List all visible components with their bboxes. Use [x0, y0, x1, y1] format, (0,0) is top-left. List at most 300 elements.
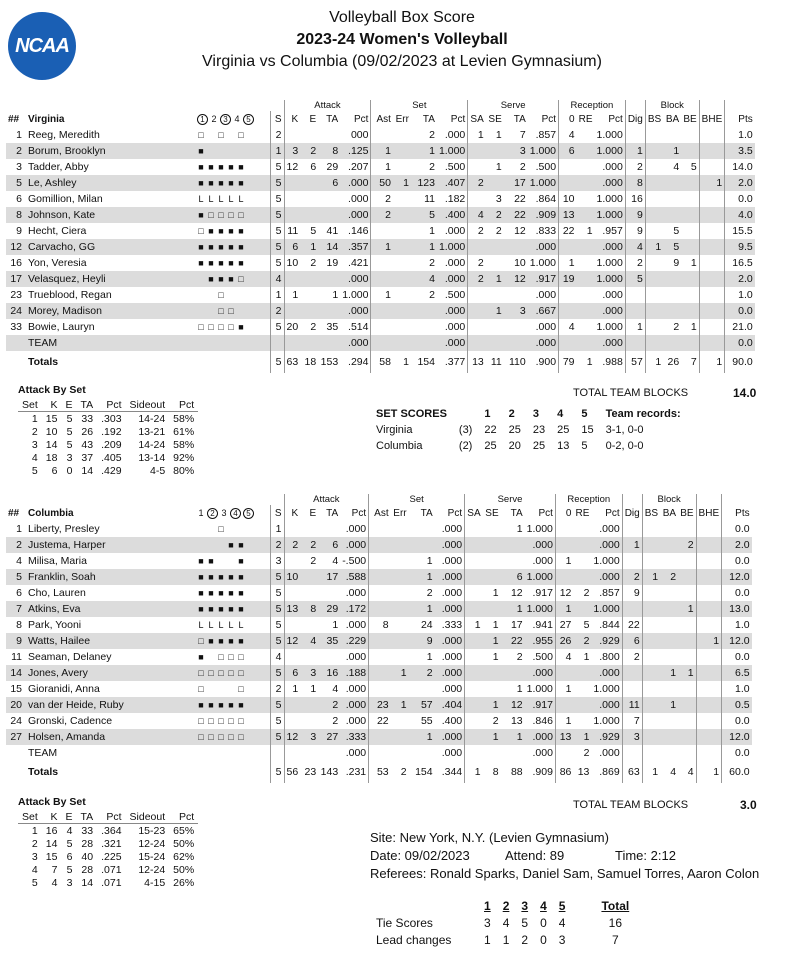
tie-value: 1	[502, 932, 510, 947]
tie-scores-row	[370, 914, 635, 931]
set-score: 13	[557, 440, 570, 452]
stat-cell	[411, 319, 437, 335]
stat-cell	[483, 521, 501, 537]
stat-cell: 1	[663, 143, 681, 159]
stat-cell	[465, 553, 483, 569]
player-name: Milisa, Maria	[28, 555, 87, 567]
stat-cell	[391, 617, 409, 633]
stat-cell: 2.0	[725, 175, 755, 191]
stat-cell: .000	[525, 665, 556, 681]
stat-cell	[559, 175, 577, 191]
player-name: Gronski, Cadence	[28, 715, 113, 727]
stat-cell: 1.0	[722, 617, 752, 633]
set-played-marker: ■	[228, 162, 234, 172]
set-played-marker: ■	[208, 226, 214, 236]
stat-cell	[663, 271, 681, 287]
stat-cell: 24	[420, 619, 433, 631]
stat-cell: 9	[625, 223, 645, 239]
stat-cell	[699, 271, 725, 287]
stat-cell	[284, 745, 300, 761]
stat-cell: .333	[340, 729, 368, 745]
stat-cell	[696, 553, 722, 569]
set-played-marker: ■	[198, 146, 204, 156]
set-played-marker: ■	[228, 274, 234, 284]
set-number: 1	[198, 507, 204, 518]
stat-cell	[483, 665, 501, 681]
total-cell: .988	[602, 356, 623, 368]
stat-cell	[371, 319, 393, 335]
totals-row	[6, 761, 752, 783]
attack-by-set-col: Set	[18, 810, 42, 824]
stat-cell: 2	[429, 161, 435, 173]
sets-played	[194, 697, 270, 713]
player-name: TEAM	[28, 747, 58, 759]
set-played-marker: □	[228, 322, 234, 332]
set-played-marker: □	[198, 716, 204, 726]
set-played-marker: ■	[208, 178, 214, 188]
player-name: Gioranidi, Anna	[28, 683, 100, 695]
stat-cell	[681, 287, 699, 303]
stat-cell: .957	[602, 225, 623, 237]
stat-cell	[660, 617, 678, 633]
stat-cell	[622, 601, 642, 617]
stat-cell: 1	[678, 665, 696, 681]
tie-value: 0	[540, 932, 547, 947]
columbia-attack-by-set-title: Attack By Set	[18, 796, 86, 808]
player-row	[6, 713, 752, 729]
attack-by-set-cell: .405	[101, 451, 122, 464]
attack-by-set-cell: 33	[81, 824, 94, 837]
set-played-marker: ■	[238, 162, 244, 172]
stat-cell: 1	[284, 287, 300, 303]
total-cell: 153	[320, 356, 339, 368]
set-played-marker: ■	[238, 540, 244, 550]
stat-cell: 3	[300, 729, 318, 745]
stat-cell: .333	[441, 619, 463, 631]
sets-won: (3)	[458, 424, 473, 436]
stat-cell	[409, 537, 435, 553]
stat-cell	[577, 239, 595, 255]
stat-cell: 2	[625, 159, 645, 175]
tie-value: 5	[521, 915, 529, 930]
stat-cell: 1.000	[528, 175, 559, 191]
attack-by-set-cell: 26%	[173, 876, 195, 889]
stat-cell: .864	[535, 193, 557, 205]
stat-cell: .000	[602, 289, 623, 301]
set-played-marker: □	[218, 716, 224, 726]
total-cell: 26	[667, 356, 680, 368]
set-played-marker: ■	[198, 556, 204, 566]
jersey-number: 7	[6, 601, 26, 617]
column-header: SA	[468, 111, 486, 127]
set-played-marker: L	[228, 194, 234, 204]
stat-cell: .000	[602, 161, 623, 173]
stat-cell	[699, 127, 725, 143]
attack-by-set-cell: 15	[45, 412, 58, 425]
stat-cell	[468, 303, 486, 319]
tie-set-header: 2	[502, 898, 510, 913]
stat-cell: 1	[270, 143, 284, 159]
stat-cell	[318, 335, 340, 351]
stat-cell: 19	[559, 271, 577, 287]
stat-cell	[660, 521, 678, 537]
stat-cell: 4	[411, 271, 437, 287]
set-played-marker: □	[238, 210, 244, 220]
set-header: 3	[532, 408, 539, 420]
lead-changes-row	[370, 931, 635, 948]
stat-cell: 1.000	[595, 207, 626, 223]
player-name: van der Heide, Ruby	[26, 697, 194, 713]
stat-cell	[504, 319, 528, 335]
stat-cell: 12	[510, 587, 523, 599]
stat-cell: 2	[468, 223, 486, 239]
stat-cell: .000	[345, 651, 367, 663]
set-played-marker: □	[228, 210, 234, 220]
set-number: 4	[230, 508, 241, 519]
set-played-marker: □	[228, 668, 234, 678]
stat-cell: 5	[270, 665, 284, 681]
stat-cell: .000	[532, 555, 553, 567]
stat-cell: 1	[583, 651, 590, 663]
column-header: S	[270, 505, 284, 521]
stat-cell: 5	[625, 271, 645, 287]
stat-cell	[369, 569, 391, 585]
stat-cell: 1	[300, 239, 318, 255]
set-played-marker: ■	[208, 572, 214, 582]
player-name: Cho, Lauren	[28, 587, 86, 599]
set-played-marker: L	[228, 620, 234, 630]
total-cell: .909	[532, 766, 553, 778]
stat-cell: .000	[441, 523, 463, 535]
stat-cell	[393, 303, 411, 319]
attack-by-set-cell: 26	[81, 425, 94, 438]
attack-by-set-cell: 5	[31, 464, 38, 477]
attack-by-set-cell: 14-24	[138, 412, 166, 425]
attack-by-set-cell: 5	[66, 863, 73, 876]
stat-cell: 27	[318, 729, 340, 745]
player-row	[6, 319, 755, 335]
attack-by-set-cell: 14	[81, 464, 94, 477]
stat-cell	[681, 127, 699, 143]
column-header: Pts	[722, 505, 752, 521]
stat-cell: .000	[525, 729, 556, 745]
attack-by-set-cell: 61%	[173, 425, 195, 438]
set-played-marker: ■	[218, 572, 224, 582]
stat-cell	[645, 175, 663, 191]
column-header: TA	[513, 113, 526, 125]
stat-cell: 8	[318, 143, 340, 159]
stat-cell	[663, 303, 681, 319]
season-title: 2023-24 Women's Volleyball	[296, 31, 508, 48]
attack-by-set-cell: 65%	[173, 824, 195, 837]
group-header-block: Block	[642, 494, 696, 505]
stat-cell: 29	[318, 601, 340, 617]
stat-cell: 2	[310, 257, 317, 269]
stat-cell	[622, 553, 642, 569]
stat-cell: 4	[559, 319, 577, 335]
attack-by-set-col: Pct	[169, 810, 198, 824]
stat-cell: 123	[411, 175, 437, 191]
set-played-marker: ■	[228, 604, 234, 614]
stat-cell: 7	[519, 129, 526, 141]
sets-played	[194, 665, 270, 681]
stat-cell: 1	[555, 713, 573, 729]
set-score: 5	[581, 440, 588, 452]
tie-total: 16	[608, 915, 622, 930]
stat-cell	[555, 569, 573, 585]
total-cell: 63	[284, 351, 300, 373]
stat-cell	[577, 271, 595, 287]
player-row	[6, 745, 752, 761]
stat-cell: 1	[391, 697, 409, 713]
stat-cell	[300, 745, 318, 761]
stat-cell	[371, 335, 393, 351]
column-header: Pct	[541, 113, 557, 125]
stat-cell	[645, 127, 663, 143]
stat-cell	[369, 553, 391, 569]
stat-cell: 0.0	[722, 553, 752, 569]
tie-row-label: Lead changes	[376, 932, 452, 947]
stat-cell	[678, 713, 696, 729]
sets-played	[194, 207, 270, 223]
stat-cell	[393, 159, 411, 175]
stat-cell: 50	[371, 175, 393, 191]
set-played-marker: □	[198, 684, 204, 694]
stat-cell: 1	[270, 521, 284, 537]
tie-value: 0	[540, 915, 547, 930]
stat-cell	[284, 713, 300, 729]
stat-cell	[645, 223, 663, 239]
attack-by-set-cell: .321	[101, 837, 122, 850]
jersey-number: 6	[16, 193, 22, 205]
virginia-team-blocks-label: TOTAL TEAM BLOCKS	[573, 387, 689, 399]
stat-cell: 1.000	[596, 129, 623, 141]
stat-cell: .172	[340, 601, 368, 617]
stat-cell: .917	[532, 587, 553, 599]
stat-cell	[645, 191, 663, 207]
team-records-title: Team records:	[605, 408, 681, 420]
set-score: 25	[532, 440, 546, 452]
stat-cell: .000	[340, 537, 368, 553]
stat-cell: 4	[559, 127, 577, 143]
totals-label: Totals	[28, 766, 59, 778]
stat-cell: .000	[345, 747, 367, 759]
stat-cell: 1	[483, 697, 501, 713]
stat-cell	[391, 553, 409, 569]
set-played-marker: ■	[238, 178, 244, 188]
stat-cell	[409, 681, 435, 697]
set-played-marker: ■	[208, 604, 214, 614]
stat-cell: 11	[622, 697, 642, 713]
set-played-marker: L	[208, 194, 214, 204]
totals-label: Totals	[28, 356, 59, 368]
stat-cell: .000	[435, 665, 465, 681]
stat-cell: 2	[371, 207, 393, 223]
stat-cell	[660, 537, 678, 553]
attack-by-set-row	[18, 451, 198, 464]
attack-by-set-col: Pct	[97, 810, 125, 824]
set-played-marker: □	[198, 322, 204, 332]
stat-cell	[681, 191, 699, 207]
stat-cell	[699, 159, 725, 175]
stat-cell: .000	[441, 587, 463, 599]
stat-cell: 26	[555, 633, 573, 649]
attack-by-set-cell: 2	[31, 837, 38, 850]
stat-cell	[696, 649, 722, 665]
stat-cell	[622, 745, 642, 761]
stat-cell	[577, 335, 595, 351]
stat-cell	[660, 729, 678, 745]
stat-cell	[486, 143, 504, 159]
set-played-marker: □	[218, 322, 224, 332]
stat-cell: 1	[660, 697, 678, 713]
stat-cell	[393, 287, 411, 303]
stat-cell: .146	[348, 225, 369, 237]
stat-cell: 1	[426, 555, 433, 567]
stat-cell: 6	[622, 633, 642, 649]
set-played-marker: ■	[198, 588, 204, 598]
stat-cell: 2	[429, 129, 435, 141]
player-row	[6, 143, 755, 159]
stat-cell: -.500	[342, 555, 367, 567]
total-cell: .869	[599, 766, 620, 778]
stat-cell	[465, 745, 483, 761]
stat-cell	[642, 521, 660, 537]
stat-cell	[645, 207, 663, 223]
total-cell: 1	[586, 356, 593, 368]
jersey-number: 23	[10, 289, 22, 301]
stat-cell: 1	[483, 633, 501, 649]
stat-cell: .400	[441, 715, 463, 727]
stat-cell: .000	[444, 129, 466, 141]
stat-cell	[660, 553, 678, 569]
stat-cell: .000	[435, 537, 465, 553]
stat-cell	[559, 159, 577, 175]
stat-cell: 1	[678, 601, 696, 617]
total-cell: .294	[348, 356, 369, 368]
attack-by-set-col: TA	[76, 810, 97, 824]
column-header: BS	[645, 111, 663, 127]
stat-cell: 0.0	[722, 521, 752, 537]
attack-by-set-cell: 1	[31, 412, 38, 425]
stat-cell: 1	[495, 161, 502, 173]
stat-cell	[699, 239, 725, 255]
stat-cell: 1	[645, 239, 663, 255]
stat-cell: 5	[270, 319, 284, 335]
stat-cell: .000	[435, 569, 465, 585]
player-row	[6, 681, 752, 697]
stat-cell: 1.000	[526, 683, 553, 695]
stat-cell: 2	[270, 127, 284, 143]
stat-cell: 4	[300, 633, 318, 649]
stat-cell	[391, 649, 409, 665]
stat-cell	[465, 521, 483, 537]
stat-cell	[696, 729, 722, 745]
stat-cell	[468, 287, 486, 303]
column-header: 0	[555, 505, 573, 521]
column-header: E	[309, 507, 317, 519]
stat-cell: 2	[409, 665, 435, 681]
total-cell: 79	[559, 351, 577, 373]
stat-cell: 6	[318, 537, 340, 553]
stat-cell: 5	[270, 585, 284, 601]
stat-cell	[645, 335, 663, 351]
stat-cell: .000	[437, 335, 468, 351]
column-header: Pct	[605, 507, 620, 519]
set-score: 25	[508, 424, 521, 436]
set-played-marker: ■	[218, 226, 224, 236]
total-cell: 7	[690, 356, 697, 368]
total-cell: 110	[509, 356, 526, 368]
attack-by-set-cell: 5	[66, 412, 73, 425]
stat-cell	[696, 569, 722, 585]
stat-cell	[573, 537, 591, 553]
stat-cell: 1	[409, 601, 435, 617]
attack-by-set-cell: .225	[101, 850, 122, 863]
stat-cell: 5	[270, 729, 284, 745]
team-record: 3-1, 0-0	[605, 424, 644, 436]
total-cell: 4	[670, 766, 677, 778]
player-name: Trueblood, Regan	[28, 289, 112, 301]
stat-cell: 5	[270, 601, 284, 617]
attack-by-set-cell: 4	[31, 451, 38, 464]
jersey-number: 5	[6, 569, 26, 585]
stat-cell	[696, 521, 722, 537]
sets-played	[194, 633, 270, 649]
jersey-number: 12	[6, 239, 26, 255]
stat-cell: 1	[483, 729, 501, 745]
set-played-marker: ■	[238, 226, 244, 236]
stat-cell	[369, 537, 391, 553]
stat-cell	[696, 745, 722, 761]
stat-cell: .000	[595, 335, 626, 351]
group-header-serve: Serve	[468, 100, 559, 111]
stat-cell: 1	[516, 523, 523, 535]
player-row	[6, 569, 752, 585]
stat-cell	[393, 239, 411, 255]
stat-cell	[663, 287, 681, 303]
attack-by-set-cell: 5	[66, 837, 73, 850]
set-header: 5	[581, 408, 588, 420]
attack-by-set-cell: 40	[81, 850, 94, 863]
column-group-row	[6, 100, 755, 111]
stat-cell: .421	[348, 257, 369, 269]
set-played-marker: ■	[228, 178, 234, 188]
attack-by-set-cell: 28	[81, 837, 94, 850]
stat-cell	[318, 745, 340, 761]
attack-by-set-col: TA	[76, 398, 97, 412]
stat-cell	[284, 697, 300, 713]
attack-by-set-cell: 1	[31, 824, 38, 837]
stat-cell: 1	[573, 729, 591, 745]
stat-cell: 2	[519, 161, 526, 173]
group-header-reception: Reception	[555, 494, 622, 505]
attack-by-set-cell: 14	[45, 837, 58, 850]
stat-cell: 1	[660, 665, 678, 681]
stat-cell	[678, 617, 696, 633]
stat-cell	[645, 287, 663, 303]
column-header: Ast	[371, 111, 393, 127]
stat-cell	[393, 127, 411, 143]
attack-by-set-cell: 7	[51, 863, 58, 876]
stat-cell	[696, 585, 722, 601]
set-played-marker: ■	[238, 556, 244, 566]
attack-by-set-cell: 0	[66, 464, 73, 477]
set-number: 2	[211, 113, 217, 124]
stat-cell	[409, 745, 435, 761]
stat-cell	[369, 521, 391, 537]
stat-cell: 1	[625, 143, 645, 159]
